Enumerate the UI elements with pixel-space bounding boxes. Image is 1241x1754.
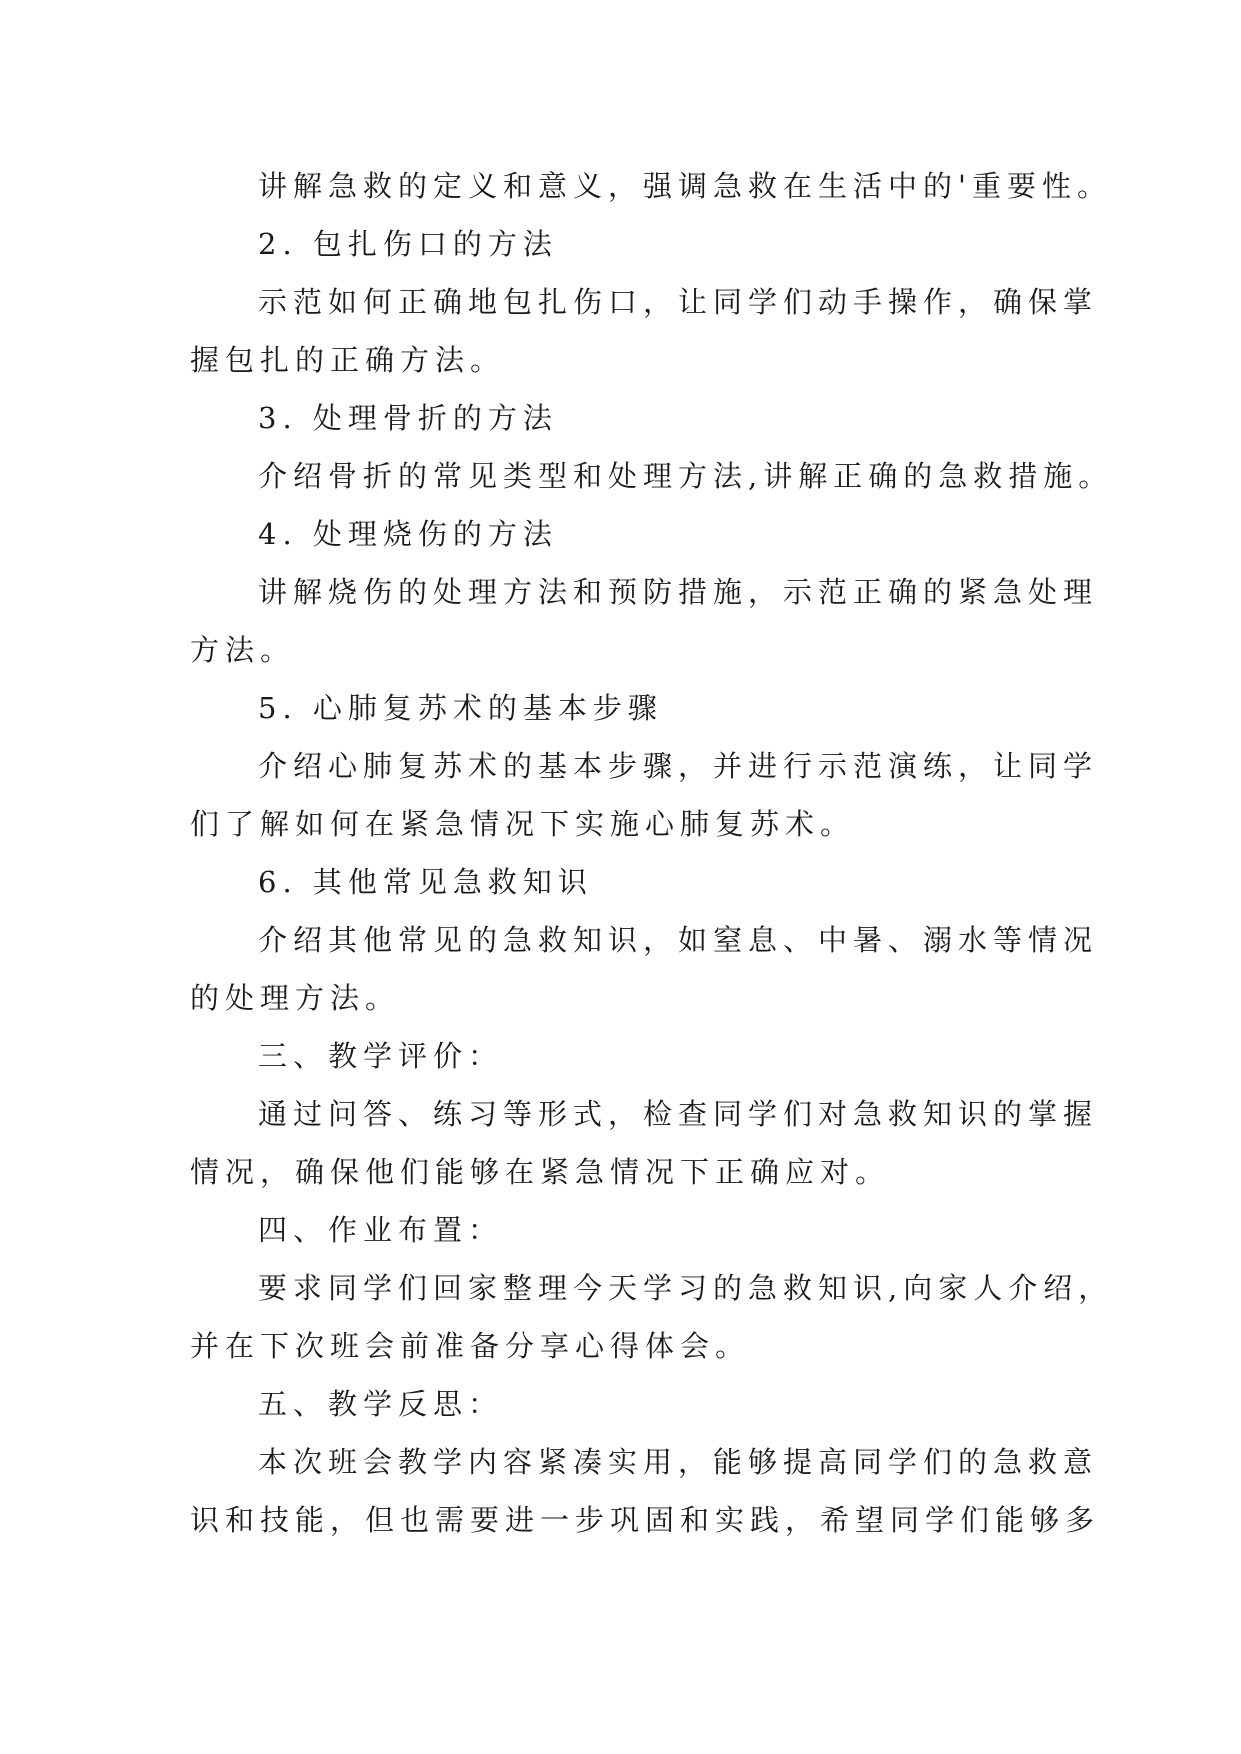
paragraph-fracture: 介绍骨折的常见类型和处理方法,讲解正确的急救措施。 (258, 459, 1114, 493)
heading-item-2-bandaging: 2. 包扎伤口的方法 (258, 227, 558, 261)
paragraph-reflection-line-2: 识和技能，但也需要进一步巩固和实践，希望同学们能够多 (190, 1503, 1101, 1537)
paragraph-other-line-1: 介绍其他常见的急救知识，如窒息、中暑、溺水等情况 (258, 923, 1099, 957)
paragraph-homework-line-1: 要求同学们回家整理今天学习的急救知识,向家人介绍， (258, 1271, 1114, 1305)
paragraph-bandaging-line-1: 示范如何正确地包扎伤口，让同学们动手操作，确保掌 (258, 285, 1099, 319)
paragraph-homework-line-2: 并在下次班会前准备分享心得体会。 (190, 1329, 751, 1363)
paragraph-burns-line-1: 讲解烧伤的处理方法和预防措施，示范正确的紧急处理 (258, 575, 1099, 609)
heading-item-4-burns: 4. 处理烧伤的方法 (258, 517, 558, 551)
heading-item-5-cpr: 5. 心肺复苏术的基本步骤 (258, 691, 663, 725)
paragraph-evaluation-line-1: 通过问答、练习等形式，检查同学们对急救知识的掌握 (258, 1097, 1099, 1131)
paragraph-intro-definition: 讲解急救的定义和意义，强调急救在生活中的'重要性。 (258, 169, 1112, 203)
paragraph-cpr-line-1: 介绍心肺复苏术的基本步骤，并进行示范演练，让同学 (258, 749, 1099, 783)
heading-item-6-other: 6. 其他常见急救知识 (258, 865, 593, 899)
paragraph-evaluation-line-2: 情况，确保他们能够在紧急情况下正确应对。 (190, 1155, 891, 1189)
paragraph-cpr-line-2: 们了解如何在紧急情况下实施心肺复苏术。 (190, 807, 856, 841)
section-heading-reflection: 五、教学反思： (258, 1387, 504, 1421)
paragraph-other-line-2: 的处理方法。 (190, 981, 401, 1015)
heading-item-3-fracture: 3. 处理骨折的方法 (258, 401, 558, 435)
paragraph-reflection-line-1: 本次班会教学内容紧凑实用，能够提高同学们的急救意 (258, 1445, 1099, 1479)
paragraph-bandaging-line-2: 握包扎的正确方法。 (190, 343, 506, 377)
section-heading-evaluation: 三、教学评价： (258, 1039, 504, 1073)
section-heading-homework: 四、作业布置： (258, 1213, 504, 1247)
paragraph-burns-line-2: 方法。 (190, 633, 296, 667)
